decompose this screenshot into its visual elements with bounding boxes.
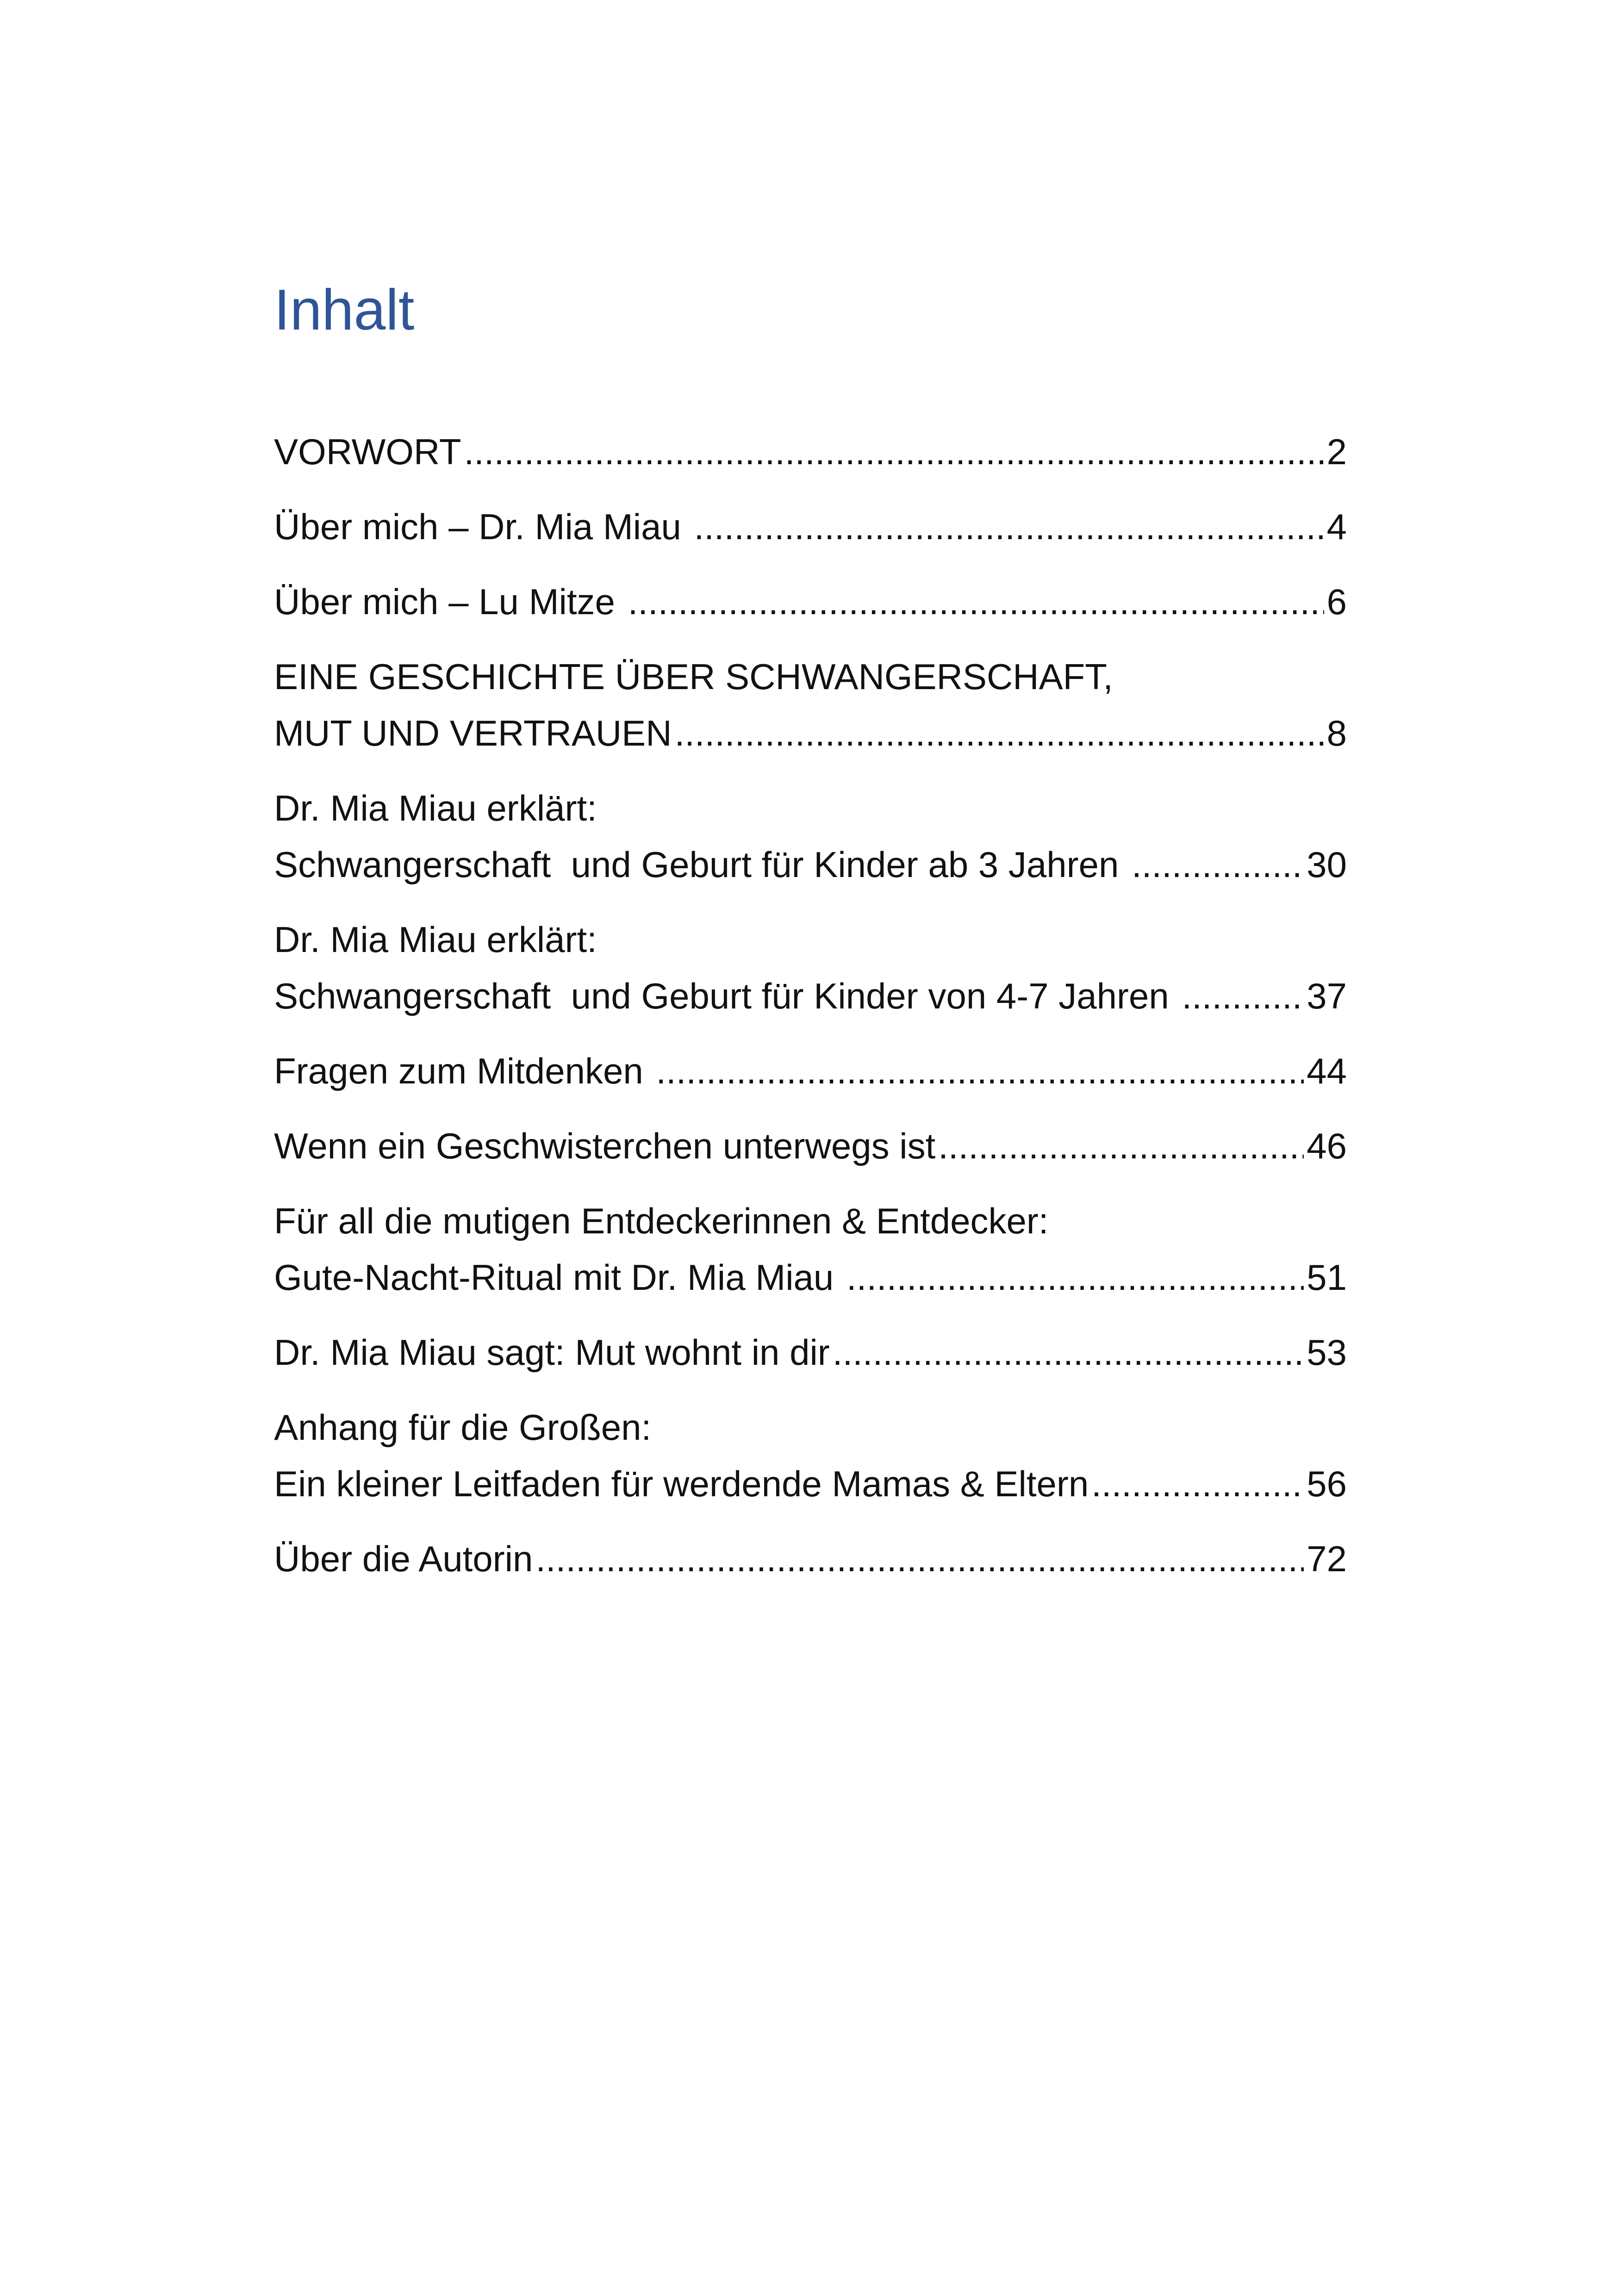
toc-dot-leader — [464, 423, 1324, 480]
toc-entry-title: Über die Autorin — [274, 1538, 533, 1579]
toc-dot-leader — [656, 1043, 1304, 1099]
toc-entry-title: Wenn ein Geschwisterchen unterwegs ist — [274, 1126, 936, 1166]
toc-entry-line — [274, 1118, 1347, 1174]
toc-dot-leader — [938, 1118, 1304, 1174]
toc-entry-title-line2: Schwangerschaft und Geburt für Kinder ab 3 Jahren — [274, 844, 1129, 885]
toc-entry-line — [274, 1456, 1347, 1512]
toc-page-number: 2 — [1326, 431, 1347, 472]
toc-entry-title-line2: MUT UND VERTRAUEN — [274, 713, 672, 753]
toc-dot-leader — [628, 573, 1324, 630]
toc-entry-line — [274, 1531, 1347, 1587]
toc-dot-leader — [535, 1531, 1304, 1587]
toc-entry-title: Dr. Mia Miau sagt: Mut wohnt in dir — [274, 1332, 830, 1373]
toc-dot-leader — [846, 1249, 1304, 1306]
toc-entry-vorwort — [274, 423, 1347, 480]
toc-entry-line — [274, 968, 1347, 1024]
toc-page-number: 72 — [1307, 1538, 1347, 1579]
toc-page-number: 6 — [1326, 581, 1347, 622]
toc-page-number: 56 — [1307, 1463, 1347, 1504]
toc-entry-title-line1: Anhang für die Großen: — [274, 1407, 652, 1448]
toc-dot-leader — [694, 498, 1324, 555]
toc-entry-line — [274, 1043, 1347, 1099]
toc-dot-leader — [675, 705, 1324, 761]
toc-entry-autorin — [274, 1531, 1347, 1587]
toc-entry-ueber-mich-lu — [274, 573, 1347, 630]
toc-entry-line — [274, 423, 1347, 480]
toc-page-number: 53 — [1307, 1332, 1347, 1373]
toc-entry-line — [274, 573, 1347, 630]
toc-page-number: 4 — [1326, 506, 1347, 547]
toc-entry-title-line1: Dr. Mia Miau erklärt: — [274, 919, 597, 960]
toc-entry-ueber-mich-mia — [274, 498, 1347, 555]
toc-entry-title: Fragen zum Mitdenken — [274, 1051, 653, 1091]
page-title: Inhalt — [274, 278, 415, 342]
toc-page-number: 8 — [1326, 713, 1347, 753]
toc-page-number: 37 — [1307, 976, 1347, 1016]
toc-entry-title: Über mich – Dr. Mia Miau — [274, 506, 691, 547]
toc-page-number: 44 — [1307, 1051, 1347, 1091]
toc-entry-mut-wohnt — [274, 1324, 1347, 1381]
toc-entry-title: Über mich – Lu Mitze — [274, 581, 625, 622]
toc-entry-title-line1: Dr. Mia Miau erklärt: — [274, 788, 597, 828]
toc-entry-erklaert-4-7 — [274, 911, 1347, 1024]
toc-entry-gute-nacht — [274, 1193, 1347, 1306]
toc-dot-leader — [1182, 968, 1304, 1024]
toc-entry-anhang — [274, 1399, 1347, 1512]
toc-entry-line — [274, 1324, 1347, 1381]
toc-entry-title-line1: EINE GESCHICHTE ÜBER SCHWANGERSCHAFT, — [274, 656, 1113, 697]
toc-entry-title-line1: Für all die mutigen Entdeckerinnen & Entdecker: — [274, 1201, 1049, 1241]
toc-entry-title-line2: Gute-Nacht-Ritual mit Dr. Mia Miau — [274, 1257, 844, 1298]
toc-entry-geschichte — [274, 648, 1347, 761]
toc-page-number: 46 — [1307, 1126, 1347, 1166]
toc-entry-line — [274, 498, 1347, 555]
toc-entry-line — [274, 705, 1347, 761]
toc-page-number: 51 — [1307, 1257, 1347, 1298]
toc-dot-leader — [1091, 1456, 1304, 1512]
toc-dot-leader — [1132, 836, 1304, 893]
table-of-contents — [274, 423, 1347, 1605]
toc-entry-geschwisterchen — [274, 1118, 1347, 1174]
toc-entry-line — [274, 836, 1347, 893]
toc-entry-line — [274, 1249, 1347, 1306]
toc-entry-title-line2: Schwangerschaft und Geburt für Kinder von 4-7 Jahren — [274, 976, 1179, 1016]
toc-entry-fragen — [274, 1043, 1347, 1099]
toc-dot-leader — [833, 1324, 1304, 1381]
toc-page-number: 30 — [1307, 844, 1347, 885]
toc-entry-erklaert-ab-3 — [274, 780, 1347, 893]
toc-entry-title: VORWORT — [274, 431, 461, 472]
toc-entry-title-line2: Ein kleiner Leitfaden für werdende Mamas & Eltern — [274, 1463, 1089, 1504]
